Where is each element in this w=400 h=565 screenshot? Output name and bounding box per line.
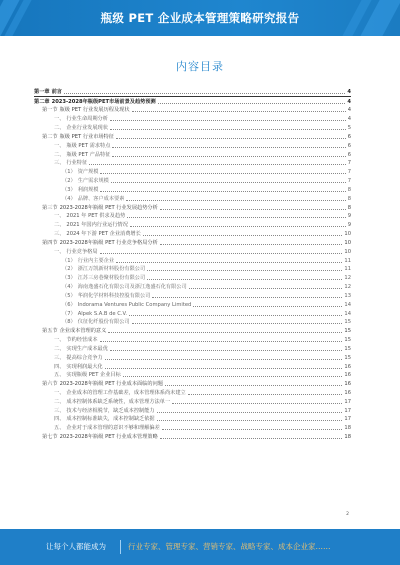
toc-entry-number: 第六节: [42, 381, 58, 388]
toc-leader-dots: [132, 323, 343, 324]
toc-leader-dots: [105, 368, 343, 369]
toc-entry-number: （4）: [62, 195, 76, 202]
report-title: 瓶级 PET 企业成本管理策略研究报告: [100, 11, 300, 25]
toc-leader-dots: [152, 297, 342, 298]
toc-entry-page: 15: [344, 345, 351, 352]
toc-leader-dots: [116, 262, 342, 263]
toc-entry-title: 行业竞争格局: [66, 248, 98, 255]
toc-entry-number: 二、: [54, 345, 65, 352]
toc-entry[interactable]: [34, 273, 351, 282]
toc-entry[interactable]: [34, 87, 351, 97]
toc-entry-title: 浙江万凯新材料股份有限公司: [77, 266, 146, 273]
toc-entry[interactable]: [34, 97, 351, 106]
toc-entry-number: （7）: [62, 310, 76, 317]
toc-entry[interactable]: [34, 291, 351, 300]
toc-entry-title: 利润规模: [77, 186, 99, 193]
toc-entry[interactable]: [34, 379, 351, 388]
toc-entry-title: 江苏三房巷聚材股份有限公司: [77, 275, 146, 282]
toc-entry-page: 15: [344, 354, 351, 361]
toc-entry-page: 15: [344, 337, 351, 344]
toc-entry-page: 14: [344, 310, 351, 317]
toc-entry-number: （1）: [62, 257, 76, 264]
toc-entry-number: 四、: [54, 416, 65, 423]
toc-entry-number: 三、: [54, 407, 65, 414]
toc-entry-number: （2）: [62, 266, 76, 273]
toc-entry-page: 4: [347, 98, 351, 105]
toc-leader-dots: [165, 385, 342, 386]
toc-entry-page: 9: [347, 213, 351, 220]
toc-entry-number: （6）: [62, 301, 76, 308]
toc-leader-dots: [100, 191, 345, 192]
toc-entry-title: 海南逸盛石化有限公司及浙江逸盛石化有限公司: [77, 284, 187, 291]
toc-entry-title: 企业对于成本管理的意识不够和理解偏差: [66, 425, 160, 432]
toc-entry-page: 12: [344, 275, 351, 282]
toc-leader-dots: [126, 200, 345, 201]
toc-entry[interactable]: [34, 106, 351, 115]
toc-entry-number: 二、: [54, 125, 65, 132]
toc-leader-dots: [89, 164, 346, 165]
toc-entry-title: 企业成本管理的意义: [59, 328, 107, 335]
toc-entry-number: 一、: [54, 213, 65, 220]
toc-entry[interactable]: [34, 256, 351, 265]
toc-entry-title: 华润化学材料科技控股有限公司: [77, 292, 151, 299]
toc-entry[interactable]: [34, 282, 351, 291]
toc-entry[interactable]: [34, 203, 351, 212]
toc-entry[interactable]: [34, 388, 351, 397]
toc-entry[interactable]: [34, 300, 351, 309]
toc-entry-number: 一、: [54, 142, 65, 149]
toc-entry-page: 16: [344, 381, 351, 388]
toc-entry[interactable]: [34, 238, 351, 247]
toc-entry-title: 节约经营成本: [66, 337, 98, 344]
toc-entry-number: 四、: [54, 363, 65, 370]
toc-entry-page: 10: [344, 239, 351, 246]
toc-entry-number: 一、: [54, 116, 65, 123]
toc-entry-number: （1）: [62, 169, 76, 176]
toc-entry-page: 4: [347, 116, 351, 123]
toc-entry[interactable]: [34, 167, 351, 176]
toc-entry[interactable]: [34, 406, 351, 415]
toc-entry-number: 二、: [54, 398, 65, 405]
toc-leader-dots: [111, 182, 346, 183]
toc-entry-number: 第一章: [34, 88, 50, 95]
toc-entry-number: （3）: [62, 275, 76, 282]
toc-entry-number: 第七节: [42, 434, 58, 441]
toc-leader-dots: [162, 429, 343, 430]
toc-entry[interactable]: [34, 265, 351, 274]
toc-entry-number: 第五节: [42, 328, 58, 335]
toc-leader-dots: [193, 306, 342, 307]
toc-entry-title: 2023-2028年瓶级 PET 行业成本面临的问题: [59, 381, 163, 388]
toc-entry-number: 二、: [54, 151, 65, 158]
toc-entry[interactable]: [34, 229, 351, 238]
toc-leader-dots: [132, 111, 346, 112]
toc-entry-page: 16: [344, 363, 351, 370]
toc-entry-page: 16: [344, 389, 351, 396]
toc-entry-page: 6: [347, 151, 351, 158]
toc-entry-number: 一、: [54, 337, 65, 344]
toc-entry-page: 9: [347, 222, 351, 229]
toc-entry-title: 行业内主要企业: [77, 257, 115, 264]
footer-divider: [120, 540, 121, 554]
toc-leader-dots: [158, 103, 346, 104]
toc-entry[interactable]: [34, 335, 351, 344]
toc-entry-page: 14: [344, 301, 351, 308]
toc-entry-page: 17: [344, 416, 351, 423]
toc-entry[interactable]: [34, 353, 351, 362]
toc-entry-page: 4: [347, 107, 351, 114]
toc-entry-title: 企业成本的管理工作基础差，成本管理体系尚未建立: [66, 389, 186, 396]
toc-entry-page: 10: [344, 231, 351, 238]
toc-entry[interactable]: [34, 423, 351, 432]
toc-entry-title: 瓶级 PET 需求特点: [66, 142, 111, 149]
toc-entry-number: （3）: [62, 186, 76, 193]
toc-entry-title: 2023-2028年瓶级 PET 行业发展趋势分析: [59, 204, 158, 211]
toc-leader-dots: [172, 403, 342, 404]
toc-entry-title: 瓶级 PET 行业市场特征: [59, 133, 114, 140]
toc-entry-title: 成本控制标准缺失，成本控制缺乏依据: [66, 416, 155, 423]
toc-leader-dots: [160, 244, 343, 245]
toc-entry-page: 17: [344, 398, 351, 405]
toc-entry[interactable]: [34, 220, 351, 229]
toc-entry[interactable]: [34, 371, 351, 380]
toc-entry-page: 18: [344, 434, 351, 441]
toc-entry-number: 第一节: [42, 107, 58, 114]
table-of-contents: [34, 87, 351, 441]
toc-entry-title: 行业生命周期分析: [66, 116, 108, 123]
toc-entry-number: 第二节: [42, 133, 58, 140]
footer-slogan-right: 行业专家、管理专家、营销专家、战略专家、成本企业家……: [128, 542, 331, 551]
toc-entry-title: Alpek S.A.B de C.V.: [77, 310, 128, 317]
toc-entry[interactable]: [34, 159, 351, 168]
toc-entry-title: 瓶级 PET 行业发展历程及现状: [59, 107, 130, 114]
toc-leader-dots: [110, 120, 346, 121]
toc-leader-dots: [143, 235, 343, 236]
toc-entry[interactable]: [34, 141, 351, 150]
toc-entry-title: 2021 年国内行业运行情况: [66, 222, 128, 229]
toc-leader-dots: [112, 147, 345, 148]
toc-entry-title: 2023-2028年瓶级PET市场前景及趋势预测: [51, 98, 156, 105]
toc-leader-dots: [160, 209, 346, 210]
toc-entry[interactable]: [34, 397, 351, 406]
toc-entry-title: 2021 年 PET 供求及趋势: [66, 213, 126, 220]
toc-entry-title: 行业特征: [66, 160, 88, 167]
toc-leader-dots: [108, 332, 342, 333]
toc-leader-dots: [100, 253, 343, 254]
toc-entry[interactable]: [34, 212, 351, 221]
toc-leader-dots: [147, 279, 342, 280]
toc-entry-page: 17: [344, 407, 351, 414]
toc-entry-number: （2）: [62, 178, 76, 185]
toc-entry-title: 提高综合竞争力: [66, 354, 103, 361]
toc-entry-title: 瓶级 PET 产品特征: [66, 151, 111, 158]
toc-entry-page: 8: [347, 195, 351, 202]
toc-leader-dots: [112, 156, 345, 157]
toc-entry-page: 11: [344, 266, 351, 273]
toc-entry-page: 5: [347, 125, 351, 132]
toc-entry[interactable]: [34, 318, 351, 327]
toc-entry-page: 8: [347, 186, 351, 193]
toc-entry-page: 4: [347, 88, 351, 95]
toc-entry-number: 五、: [54, 425, 65, 432]
toc-entry-number: 五、: [54, 372, 65, 379]
toc-leader-dots: [157, 412, 343, 413]
toc-entry-title: 前言: [51, 88, 62, 95]
toc-entry-number: 三、: [54, 160, 65, 167]
toc-entry-number: （4）: [62, 284, 76, 291]
toc-entry[interactable]: [34, 247, 351, 256]
toc-entry-title: 2023-2028年瓶级 PET 行业成本管理策略: [59, 434, 158, 441]
toc-leader-dots: [123, 376, 343, 377]
toc-entry-title: 仪征化纤股份有限公司: [77, 319, 130, 326]
toc-leader-dots: [189, 288, 343, 289]
toc-leader-dots: [116, 138, 346, 139]
toc-entry-title: 企业行业发展现状: [66, 125, 108, 132]
toc-entry-title: 实现瓶级 PET 企业目标: [66, 372, 121, 379]
toc-entry-number: 第二章: [34, 98, 50, 105]
footer-bar: [0, 529, 400, 565]
toc-leader-dots: [130, 226, 346, 227]
toc-entry-title: 生产需求规模: [77, 178, 109, 185]
toc-entry-title: 技术与经济相脱节，缺乏成本控制能力: [66, 407, 155, 414]
toc-entry-title: 2024 年下游 PET 企业消费增长: [66, 231, 141, 238]
toc-leader-dots: [110, 350, 342, 351]
toc-leader-dots: [147, 270, 342, 271]
toc-entry-page: 16: [344, 372, 351, 379]
toc-leader-dots: [100, 173, 345, 174]
toc-entry-title: 实现生产成本最优: [66, 345, 108, 352]
toc-entry-number: （8）: [62, 319, 76, 326]
toc-leader-dots: [64, 93, 345, 94]
toc-entry[interactable]: [34, 114, 351, 123]
toc-leader-dots: [157, 420, 343, 421]
toc-leader-dots: [160, 438, 343, 439]
toc-entry-number: 第四节: [42, 239, 58, 246]
toc-entry[interactable]: [34, 150, 351, 159]
toc-entry[interactable]: [34, 132, 351, 141]
toc-entry[interactable]: [34, 415, 351, 424]
toc-entry[interactable]: [34, 362, 351, 371]
toc-leader-dots: [100, 341, 343, 342]
toc-entry-title: 品牌、客户成本要素: [77, 195, 125, 202]
toc-entry-title: 2023-2028年瓶级 PET 行业竞争格局分析: [59, 239, 158, 246]
page-number: 2: [346, 512, 349, 517]
toc-entry[interactable]: [34, 309, 351, 318]
toc-entry-number: 三、: [54, 354, 65, 361]
toc-entry-number: 一、: [54, 389, 65, 396]
toc-entry[interactable]: [34, 194, 351, 203]
toc-entry-page: 7: [347, 178, 351, 185]
toc-entry[interactable]: [34, 326, 351, 335]
toc-entry-page: 15: [344, 319, 351, 326]
toc-entry-page: 6: [347, 142, 351, 149]
toc-entry-title: Indorama Ventures Public Company Limited: [77, 301, 192, 308]
toc-entry-page: 18: [344, 425, 351, 432]
toc-entry-page: 6: [347, 133, 351, 140]
toc-entry-number: 二、: [54, 222, 65, 229]
toc-entry-title: 实现利润最大化: [66, 363, 103, 370]
toc-leader-dots: [110, 129, 346, 130]
toc-entry-number: 第三节: [42, 204, 58, 211]
toc-entry[interactable]: [34, 123, 351, 132]
toc-entry-page: 8: [347, 204, 351, 211]
toc-entry-page: 13: [344, 292, 351, 299]
toc-leader-dots: [127, 217, 345, 218]
toc-entry-page: 12: [344, 284, 351, 291]
footer-slogan-left: 让每个人都能成为: [46, 542, 106, 551]
toc-entry[interactable]: [34, 185, 351, 194]
toc-entry-number: （5）: [62, 292, 76, 299]
toc-entry-title: 成本控制体系缺乏系统性，成本管理方法单一: [66, 398, 171, 405]
toc-leader-dots: [129, 315, 342, 316]
toc-leader-dots: [188, 394, 343, 395]
toc-entry-page: 7: [347, 160, 351, 167]
toc-heading: 内容目录: [176, 60, 224, 73]
toc-entry-page: 10: [344, 248, 351, 255]
toc-entry-number: 一、: [54, 248, 65, 255]
toc-entry[interactable]: [34, 432, 351, 441]
toc-entry-page: 11: [344, 257, 351, 264]
toc-entry[interactable]: [34, 176, 351, 185]
toc-entry-page: 15: [344, 328, 351, 335]
toc-entry-number: 三、: [54, 231, 65, 238]
toc-entry[interactable]: [34, 344, 351, 353]
toc-entry-title: 资产规模: [77, 169, 99, 176]
toc-leader-dots: [105, 359, 343, 360]
header-banner: [0, 0, 400, 36]
toc-entry-page: 7: [347, 169, 351, 176]
